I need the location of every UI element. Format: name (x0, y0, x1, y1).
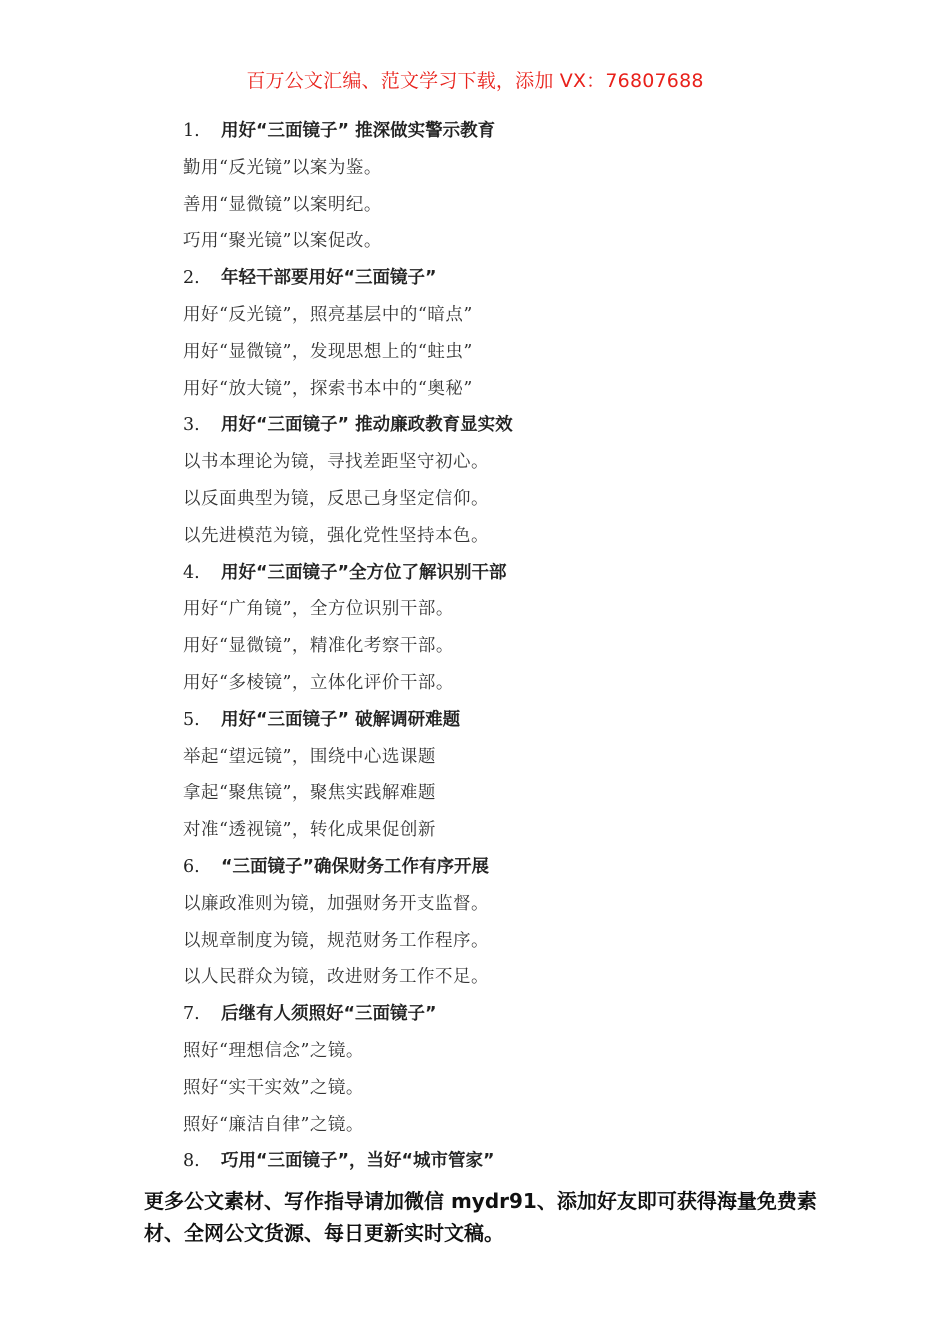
section-heading (183, 555, 883, 592)
list-item: 以先进模范为镜，强化党性坚持本色。 (183, 525, 489, 546)
section-title: 后继有人须照好“三面镜子” (221, 1004, 437, 1025)
section-heading (183, 849, 883, 886)
list-item: 照好“实干实效”之镜。 (183, 1077, 364, 1098)
section-title: 用好“三面镜子” 推动廉政教育显实效 (221, 415, 513, 436)
page-header-promo: 百万公文汇编、范文学习下载，添加 VX：76807688 (246, 70, 704, 92)
list-item: 用好“显微镜”，发现思想上的“蛀虫” (183, 341, 473, 362)
section-heading (183, 1143, 883, 1180)
section-number: 2. (183, 268, 200, 289)
section-title: 用好“三面镜子” 推深做实警示教育 (221, 121, 496, 141)
section-heading (183, 260, 883, 297)
list-item: 以规章制度为镜，规范财务工作程序。 (183, 930, 489, 951)
section-heading (183, 996, 883, 1033)
section-heading (183, 113, 883, 150)
section-title: 用好“三面镜子” 破解调研难题 (221, 709, 461, 730)
section-number: 7. (183, 1004, 200, 1025)
list-item: 对准“透视镜”，转化成果促创新 (183, 820, 436, 841)
section-heading (183, 702, 883, 739)
section-number: 8. (183, 1151, 200, 1172)
section-title: “三面镜子”确保财务工作有序开展 (221, 856, 490, 877)
list-item: 用好“放大镜”，探索书本中的“奥秘” (183, 378, 473, 399)
list-item: 以反面典型为镜，反思己身坚定信仰。 (183, 488, 489, 509)
section-heading (183, 407, 883, 444)
section-number: 6. (183, 856, 200, 877)
section-title: 用好“三面镜子”全方位了解识别干部 (221, 562, 507, 583)
section-title: 年轻干部要用好“三面镜子” (221, 268, 437, 289)
section-number: 3. (183, 415, 200, 436)
list-item: 勤用“反光镜”以案为鉴。 (183, 157, 382, 178)
list-item: 善用“显微镜”以案明纪。 (183, 194, 382, 215)
list-item: 举起“望远镜”，围绕中心选课题 (183, 746, 436, 767)
section-number: 5. (183, 709, 200, 730)
list-item: 以书本理论为镜，寻找差距坚守初心。 (183, 452, 489, 473)
section-number: 4. (183, 562, 200, 583)
list-item: 用好“多棱镜”，立体化评价干部。 (183, 672, 454, 693)
list-item: 用好“反光镜”，照亮基层中的“暗点” (183, 304, 473, 325)
section-title: 巧用“三面镜子”，当好“城市管家” (221, 1151, 495, 1172)
list-item: 照好“廉洁自律”之镜。 (183, 1114, 364, 1135)
list-item: 用好“显微镜”，精准化考察干部。 (183, 636, 454, 657)
document-body (183, 113, 883, 1180)
list-item: 照好“理想信念”之镜。 (183, 1040, 364, 1061)
footer-promo: 更多公文素材、写作指导请加微信 mydr91、添加好友即可获得海量免费素材、全网公文货源、每日更新实时文稿。 (144, 1189, 817, 1245)
list-item: 拿起“聚焦镜”，聚焦实践解难题 (183, 783, 436, 804)
section-number: 1. (183, 121, 200, 141)
list-item: 以廉政准则为镜，加强财务开支监督。 (183, 893, 489, 914)
list-item: 用好“广角镜”，全方位识别干部。 (183, 599, 454, 620)
list-item: 以人民群众为镜，改进财务工作不足。 (183, 967, 489, 988)
list-item: 巧用“聚光镜”以案促改。 (183, 231, 382, 252)
